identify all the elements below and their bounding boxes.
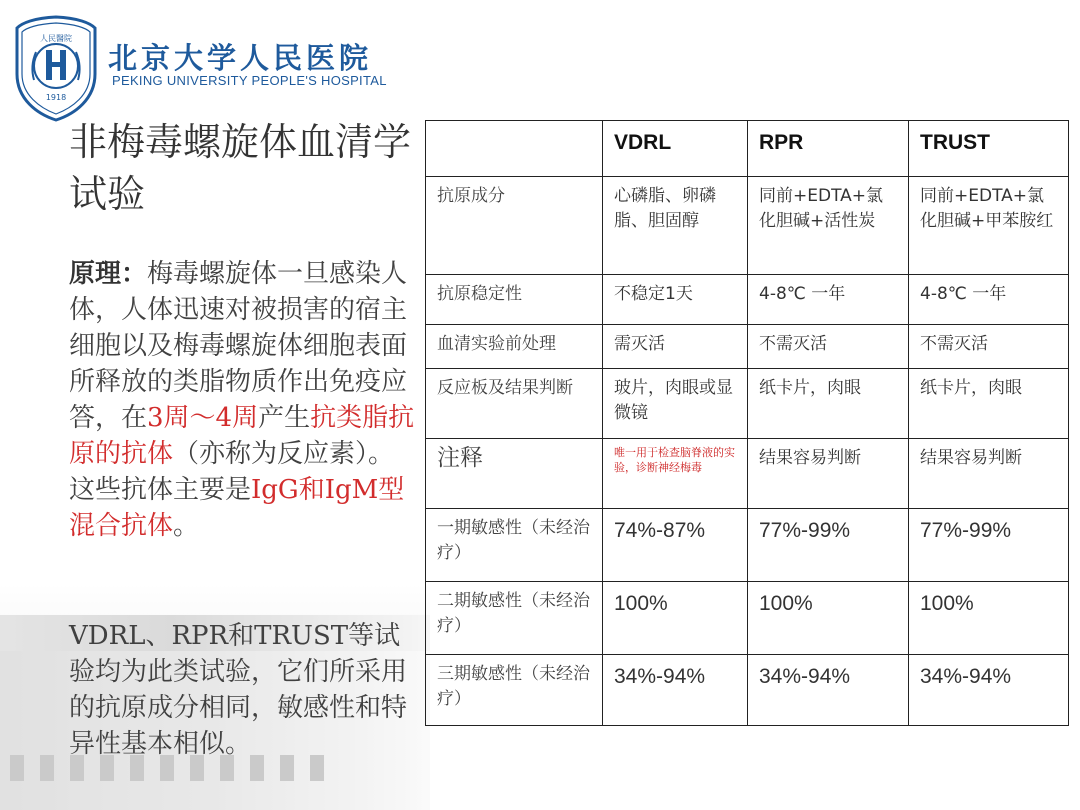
table-row [426, 177, 1069, 275]
row-label: 抗原成分 [426, 177, 603, 275]
table-cell: 77%-99% [909, 509, 1069, 582]
row-label: 反应板及结果判断 [426, 369, 603, 439]
header-cell-trust: TRUST [909, 121, 1069, 177]
principle-text-4: 。 [173, 511, 200, 541]
row-label: 三期敏感性（未经治疗） [426, 655, 603, 726]
table-cell: 不需灭活 [909, 325, 1069, 369]
table-cell: 不稳定1天 [603, 275, 748, 325]
table-row [426, 369, 1069, 439]
table-cell: 100% [748, 582, 909, 655]
table-cell: 74%-87% [603, 509, 748, 582]
table-cell: 34%-94% [603, 655, 748, 726]
principle-text-3: （亦称为反应素）。这些抗体主要是 [69, 439, 395, 505]
header-cell-empty [426, 121, 603, 177]
table-row [426, 509, 1069, 582]
table-cell: 结果容易判断 [748, 439, 909, 509]
row-label: 血清实验前处理 [426, 325, 603, 369]
table-row [426, 582, 1069, 655]
table-cell: 纸卡片，肉眼 [748, 369, 909, 439]
table-cell: 同前+EDTA+氯化胆碱+甲苯胺红 [909, 177, 1069, 275]
row-label: 二期敏感性（未经治疗） [426, 582, 603, 655]
comparison-table [425, 120, 1069, 726]
principle-highlight-antibody: 抗类脂抗原的抗体 [69, 403, 415, 469]
table-cell: 心磷脂、卵磷脂、胆固醇 [603, 177, 748, 275]
hospital-name-en: PEKING UNIVERSITY PEOPLE'S HOSPITAL [112, 73, 387, 88]
summary-paragraph: VDRL、RPR和TRUST等试验均为此类试验，它们所采用的抗原成分相同，敏感性和特异性基本相似。 [69, 621, 408, 759]
hospital-emblem-icon [12, 14, 100, 122]
row-label: 抗原稳定性 [426, 275, 603, 325]
slide-title: 非梅毒螺旋体血清学试验 [69, 120, 412, 216]
header-cell-rpr: RPR [748, 121, 909, 177]
table-cell: 同前+EDTA+氯化胆碱+活性炭 [748, 177, 909, 275]
header-cell-vdrl: VDRL [603, 121, 748, 177]
principle-highlight-weeks: 3周～4周 [147, 403, 259, 433]
table-cell: 34%-94% [748, 655, 909, 726]
table-cell: 不需灭活 [748, 325, 909, 369]
principle-text-2: 产生 [258, 403, 311, 433]
emblem-top-text: 人民醫院 [40, 34, 72, 43]
table-cell: 100% [909, 582, 1069, 655]
row-label: 一期敏感性（未经治疗） [426, 509, 603, 582]
hospital-name-cn: 北京大学人民医院 [108, 41, 373, 75]
table-row [426, 325, 1069, 369]
principle-text-1: 梅毒螺旋体一旦感染人体，人体迅速对被损害的宿主细胞以及梅毒螺旋体细胞表面所释放的类脂物质作出免疫应答，在 [69, 259, 408, 433]
table-row [426, 655, 1069, 726]
table-cell: 34%-94% [909, 655, 1069, 726]
table-cell: 4-8℃ 一年 [909, 275, 1069, 325]
principle-paragraph [69, 256, 415, 544]
table-row [426, 439, 1069, 509]
table-cell: 77%-99% [748, 509, 909, 582]
table-cell: 结果容易判断 [909, 439, 1069, 509]
table-cell: 纸卡片，肉眼 [909, 369, 1069, 439]
table-cell: 需灭活 [603, 325, 748, 369]
row-label: 注释 [426, 439, 603, 509]
table-cell: 玻片，肉眼或显微镜 [603, 369, 748, 439]
table-cell-note: 唯一用于检查脑脊液的实验，诊断神经梅毒 [603, 439, 748, 509]
table-row [426, 275, 1069, 325]
table-header-row [426, 121, 1069, 177]
principle-label: 原理： [69, 259, 148, 289]
principle-highlight-igg-igm: IgG和IgM型混合抗体 [69, 475, 405, 541]
table-cell: 100% [603, 582, 748, 655]
emblem-year: 1918 [45, 93, 67, 102]
table-cell: 4-8℃ 一年 [748, 275, 909, 325]
